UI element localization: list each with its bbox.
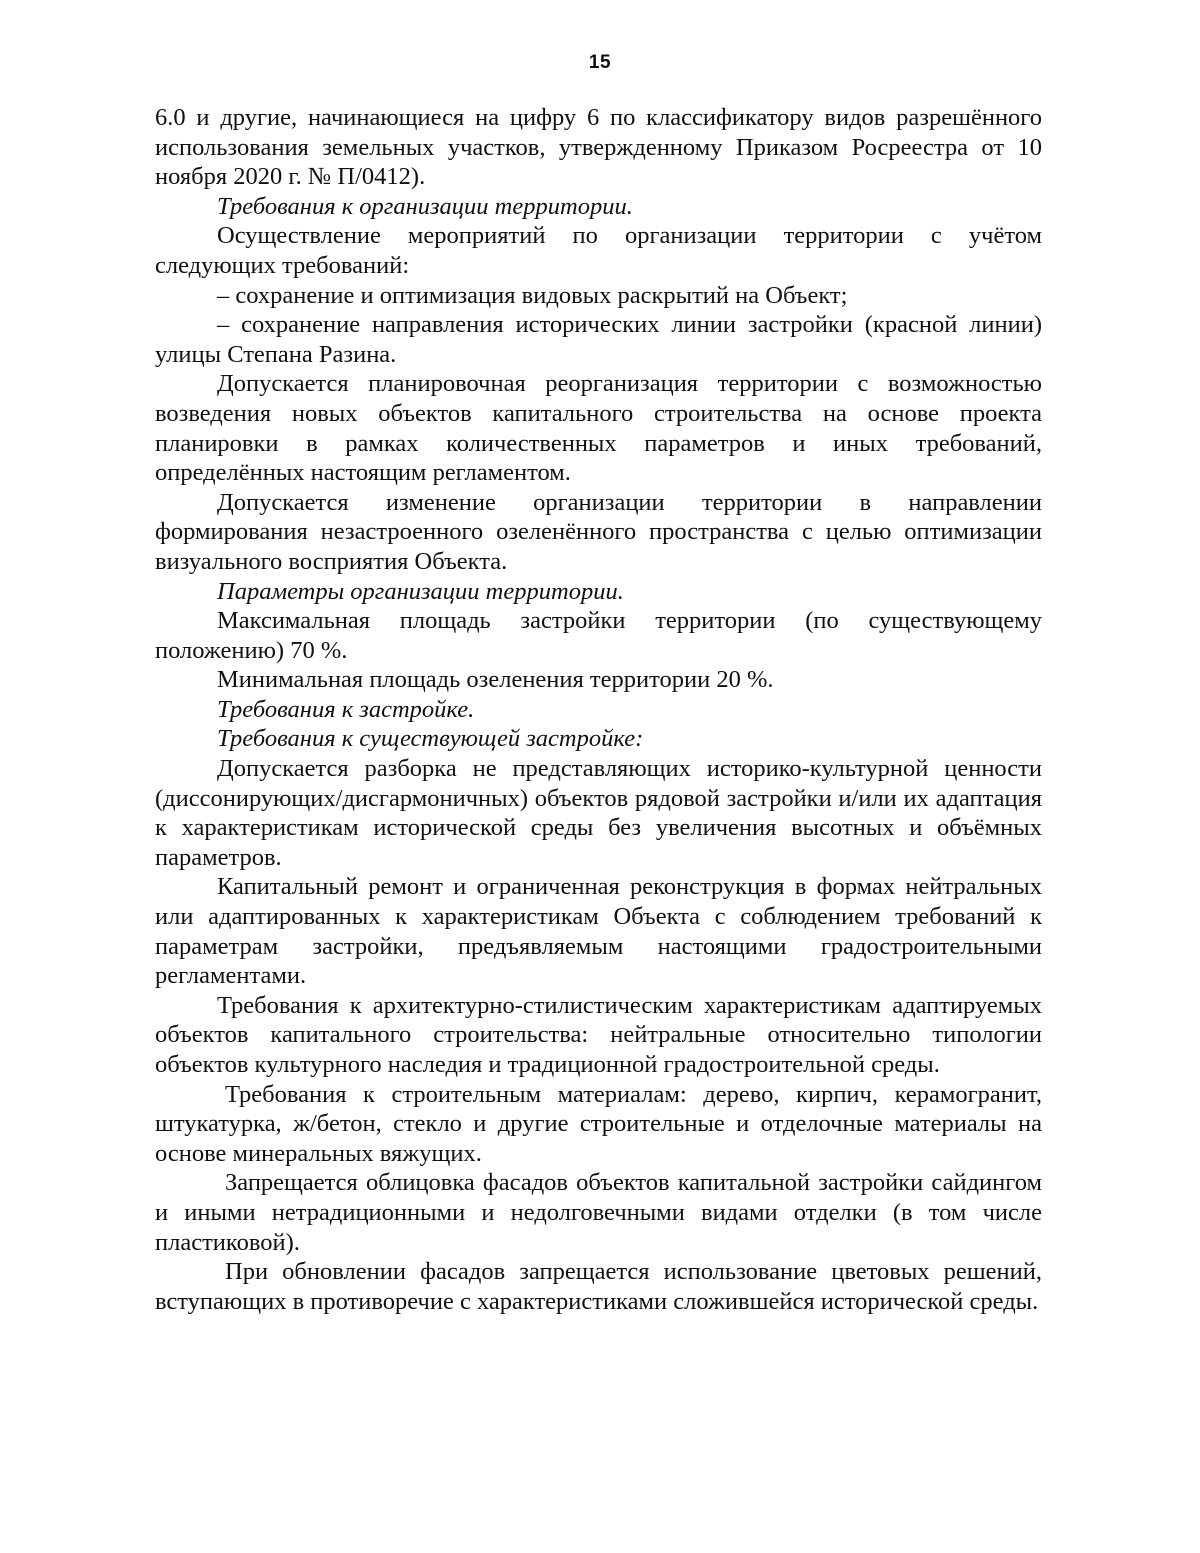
- heading-building-requirements: Требования к застройке.: [217, 695, 475, 723]
- paragraph-min-greenery-area: Минимальная площадь озеленения территории 20 %.: [217, 666, 774, 694]
- paragraph-continuation: 6.0 и другие, начинающиеся на цифру 6 по классификатору видов разрешённого использования земельных участков, утвержденному Приказом Росреестра от 10 ноября 2020 г. № П/0412).: [155, 104, 1042, 191]
- paragraph-territory-measures: Осуществление мероприятий по организации территории с учётом следующих требований:: [155, 222, 1042, 279]
- paragraph-facade-colors: При обновлении фасадов запрещается использование цветовых решений, вступающих в противоречие с характеристиками сложившейся исторической среды.: [155, 1258, 1042, 1315]
- list-item-view-openings: – сохранение и оптимизация видовых раскрытий на Объект;: [217, 281, 848, 309]
- paragraph-demolition: Допускается разборка не представляющих историко-культурной ценности (диссонирующих/дисгармоничных) объектов рядовой застройки и/или их адаптация к характеристикам исторической среды без увеличения высотных и объёмных параметров.: [155, 755, 1042, 871]
- paragraph-green-space: Допускается изменение организации территории в направлении формирования незастроенного озеленённого пространства с целью оптимизации визуального восприятия Объекта.: [155, 488, 1042, 575]
- list-item-building-lines: – сохранение направления исторических линии застройки (красной линии) улицы Степана Разина.: [155, 311, 1042, 368]
- paragraph-architectural-style: Требования к архитектурно-стилистическим характеристикам адаптируемых объектов капитального строительства: нейтральные относительно типологии объектов культурного наследия и традиционной градостроительной среды.: [155, 991, 1042, 1078]
- paragraph-max-building-area: Максимальная площадь застройки территории (по существующему положению) 70 %.: [155, 607, 1042, 664]
- paragraph-planning-reorganization: Допускается планировочная реорганизация территории с возможностью возведения новых объектов капитального строительства на основе проекта планировки в рамках количественных параметров и иных требований, определённых настоящим регламентом.: [155, 370, 1042, 487]
- page-number: 15: [588, 52, 612, 73]
- paragraph-capital-repair: Капитальный ремонт и ограниченная реконструкция в формах нейтральных или адаптированных к характеристикам Объекта с соблюдением требований к параметрам застройки, предъявляемым настоящими градостроительными регламентами.: [155, 873, 1042, 990]
- heading-territory-parameters: Параметры организации территории.: [217, 577, 624, 605]
- paragraph-building-materials: Требования к строительным материалам: дерево, кирпич, керамогранит, штукатурка, ж/бетон, стекло и другие строительные и отделочные материалы на основе минеральных вяжущих.: [155, 1080, 1042, 1167]
- document-body: [155, 103, 1042, 1316]
- heading-existing-building-requirements: Требования к существующей застройке:: [217, 725, 644, 753]
- heading-territory-requirements: Требования к организации территории.: [217, 192, 633, 220]
- paragraph-facade-cladding: Запрещается облицовка фасадов объектов капитальной застройки сайдингом и иными нетрадиционными и недолговечными видами отделки (в том числе пластиковой).: [155, 1169, 1042, 1256]
